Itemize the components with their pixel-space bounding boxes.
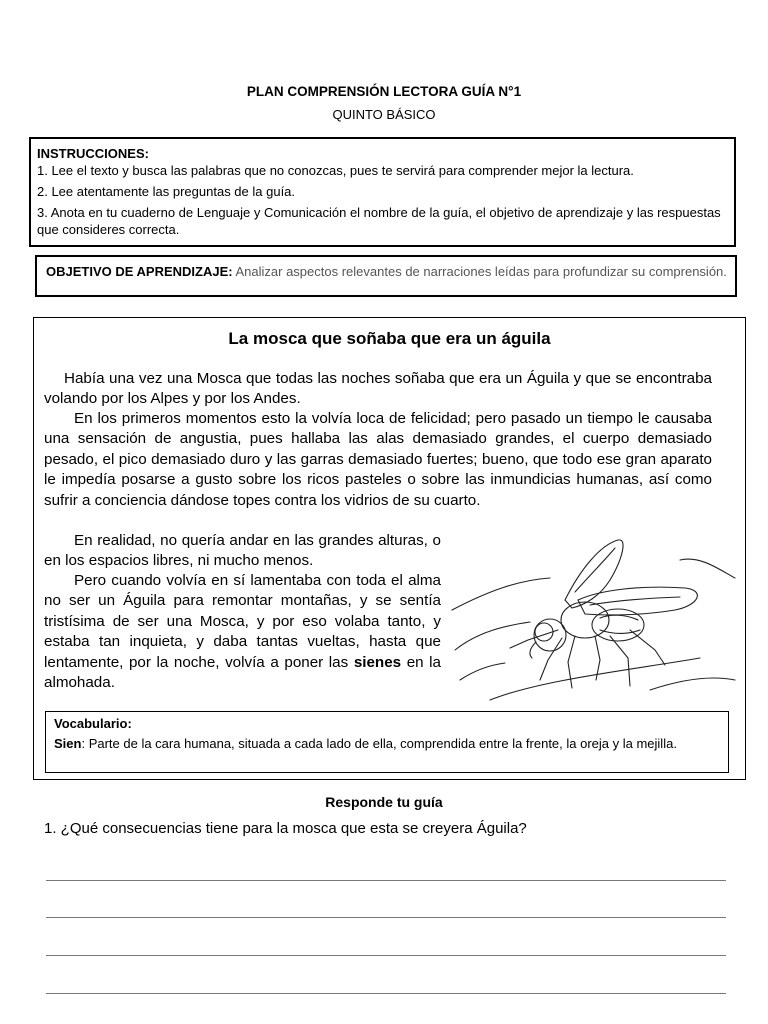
objective-label: OBJETIVO DE APRENDIZAJE: <box>46 264 233 279</box>
fly-illustration <box>450 530 740 710</box>
story-bold-word: sienes <box>353 653 402 671</box>
instruction-item-3: 3. Anota en tu cuaderno de Lenguaje y Comunicación el nombre de la guía, el objetivo de aprendizaje y las respuestas que consideres correcta. <box>37 205 721 237</box>
vocabulary-entry <box>54 735 720 753</box>
page-subtitle: QUINTO BÁSICO <box>332 107 436 122</box>
story-title: La mosca que soñaba que era un águila <box>228 329 551 348</box>
answer-line-3[interactable] <box>46 955 726 956</box>
story-paragraph-4 <box>44 571 441 693</box>
objective-text: Analizar aspectos relevantes de narraciones leídas para profundizar su comprensión. <box>232 264 727 279</box>
story-paragraph-3: En realidad, no quería andar en las grandes alturas, o en los espacios libres, ni mucho menos. <box>44 532 441 570</box>
story-paragraph-2: En los primeros momentos esto la volvía loca de felicidad; pero pasado un tiempo le causaba una sensación de angustia, pues hallaba las alas demasiado grandes, el cuerpo demasiado pesado, el pico demasiado duro y las garras demasiado fuertes; bueno, que todo ese gran aparato le impedía posarse a gusto sobre los ricos pasteles o sobre las inmundicias humanas, así como sufrir a conciencia dándose topes contra los vidrios de su cuarto. <box>44 410 712 509</box>
fly-drawing <box>450 530 740 705</box>
vocabulary-box <box>45 711 729 773</box>
questions-heading: Responde tu guía <box>325 794 443 810</box>
vocabulary-definition: : Parte de la cara humana, situada a cada lado de ella, comprendida entre la frente, la oreja y la mejilla. <box>81 736 677 751</box>
instructions-heading: INSTRUCCIONES: <box>37 146 149 161</box>
answer-line-2[interactable] <box>46 917 726 918</box>
instructions-box <box>29 137 736 247</box>
story-paragraph-1: Había una vez una Mosca que todas las noches soñaba que era un Águila y que se encontraba volando por los Alpes y por los Andes. <box>44 370 712 408</box>
instruction-item-1: 1. Lee el texto y busca las palabras que no conozcas, pues te servirá para comprender mejor la lectura. <box>37 163 634 178</box>
story-paragraph-4-end: en la almohada. <box>44 653 441 692</box>
objective-box <box>35 255 737 297</box>
story-paragraph-4-text: Pero cuando volvía en sí lamentaba con toda el alma no ser un Águila para remontar montañas, y se sentía tristísima de ser una Mosca, y por eso volaba tanto, y estaba tan inquieta, y daba tantas vueltas, hasta que lentamente, por la noche, volvía a poner las <box>44 572 441 671</box>
answer-line-1[interactable] <box>46 880 726 881</box>
instruction-item-2: 2. Lee atentamente las preguntas de la guía. <box>37 184 296 199</box>
vocabulary-heading: Vocabulario: <box>54 716 132 731</box>
page-title: PLAN COMPRENSIÓN LECTORA GUÍA N°1 <box>246 84 522 99</box>
question-1: 1. ¿Qué consecuencias tiene para la mosca que esta se creyera Águila? <box>44 820 527 837</box>
answer-line-4[interactable] <box>46 993 726 994</box>
vocabulary-term: Sien <box>54 736 82 751</box>
